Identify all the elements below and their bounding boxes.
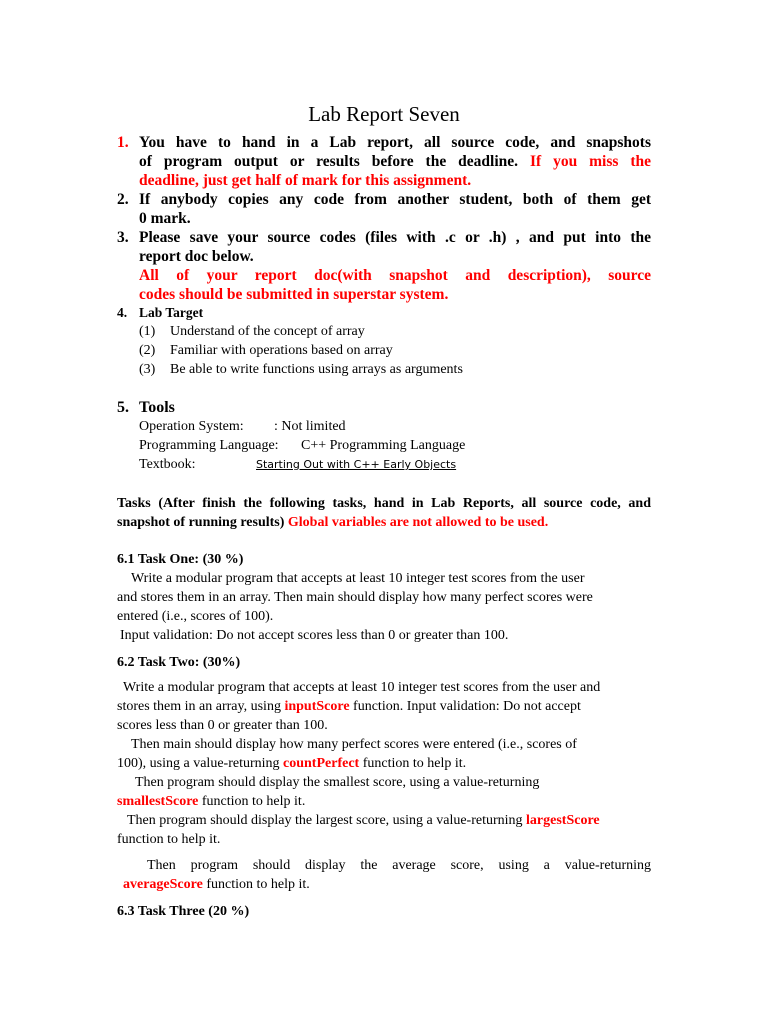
item-4-number: 4. — [117, 305, 128, 320]
task-1-line-1: Write a modular program that accepts at least 10 integer test scores from the user — [131, 571, 585, 586]
language-value: C++ Programming Language — [301, 438, 466, 453]
target-1-number: (1) — [139, 324, 156, 339]
item-1-line-3: deadline, just get half of mark for this assignment. — [139, 172, 472, 189]
task-1-line-2: and stores them in an array. Then main should display how many perfect scores were — [117, 590, 593, 605]
tools-heading: Tools — [139, 399, 175, 416]
task-2-line-6: Then program should display the smallest score, using a value-returning — [135, 775, 540, 790]
target-3-text: Be able to write functions using arrays as arguments — [170, 362, 463, 377]
task-1-line-3: entered (i.e., scores of 100). — [117, 609, 274, 624]
tasks-intro-line-2: snapshot of running results) Global variables are not allowed to be used. — [117, 515, 549, 530]
task-2-line-5: 100), using a value-returning countPerfect function to help it. — [117, 756, 467, 771]
item-2-line-2: 0 mark. — [139, 210, 191, 227]
target-3-number: (3) — [139, 362, 156, 377]
task-2-line-8: Then program should display the largest score, using a value-returning largestScore — [127, 813, 600, 828]
item-3-line-4: codes should be submitted in superstar system. — [139, 286, 449, 303]
document-title: Lab Report Seven — [308, 102, 460, 126]
task-2-line-1: Write a modular program that accepts at least 10 integer test scores from the user and — [123, 680, 601, 695]
textbook-value: Starting Out with C++ Early Objects — [256, 458, 457, 471]
os-label: Operation System: — [139, 419, 244, 434]
item-1-line-2: of program output or results before the deadline. If you miss the — [139, 153, 652, 170]
task-2-line-2: stores them in an array, using inputScore function. Input validation: Do not accept — [117, 699, 581, 714]
item-1-number: 1. — [117, 134, 129, 151]
item-2-number: 2. — [117, 191, 129, 208]
item-3-number: 3. — [117, 229, 129, 246]
tasks-intro-line-1: Tasks (After finish the following tasks, hand in Lab Reports, all source code, and — [117, 496, 651, 511]
task-1-heading: 6.1 Task One: (30 %) — [117, 552, 244, 567]
lab-target-heading: Lab Target — [139, 305, 204, 320]
task-2-line-10: Then program should display the average score, using a value-returning — [147, 858, 651, 873]
item-3-line-2: report doc below. — [139, 248, 254, 265]
task-2-line-7: smallestScore function to help it. — [117, 794, 306, 809]
target-1-text: Understand of the concept of array — [170, 324, 365, 339]
item-3-line-1: Please save your source codes (files with .c or .h) , and put into the — [139, 229, 651, 246]
task-2-line-4: Then main should display how many perfect scores were entered (i.e., scores of — [131, 737, 577, 752]
task-2-line-11: averageScore function to help it. — [123, 877, 310, 892]
os-value: : Not limited — [274, 419, 346, 434]
target-2-text: Familiar with operations based on array — [170, 343, 393, 358]
item-5-number: 5. — [117, 399, 129, 416]
item-1-line-1: You have to hand in a Lab report, all source code, and snapshots — [139, 134, 651, 151]
item-3-line-3: All of your report doc(with snapshot and description), source — [139, 267, 651, 284]
item-2-line-1: If anybody copies any code from another student, both of them get — [139, 191, 651, 208]
language-label: Programming Language: — [139, 438, 279, 453]
task-3-heading: 6.3 Task Three (20 %) — [117, 904, 250, 919]
task-2-heading: 6.2 Task Two: (30%) — [117, 655, 241, 670]
task-2-line-3: scores less than 0 or greater than 100. — [117, 718, 328, 733]
target-2-number: (2) — [139, 343, 156, 358]
task-2-line-9: function to help it. — [117, 832, 221, 847]
task-1-line-4: Input validation: Do not accept scores less than 0 or greater than 100. — [120, 628, 509, 643]
textbook-label: Textbook: — [139, 457, 196, 472]
